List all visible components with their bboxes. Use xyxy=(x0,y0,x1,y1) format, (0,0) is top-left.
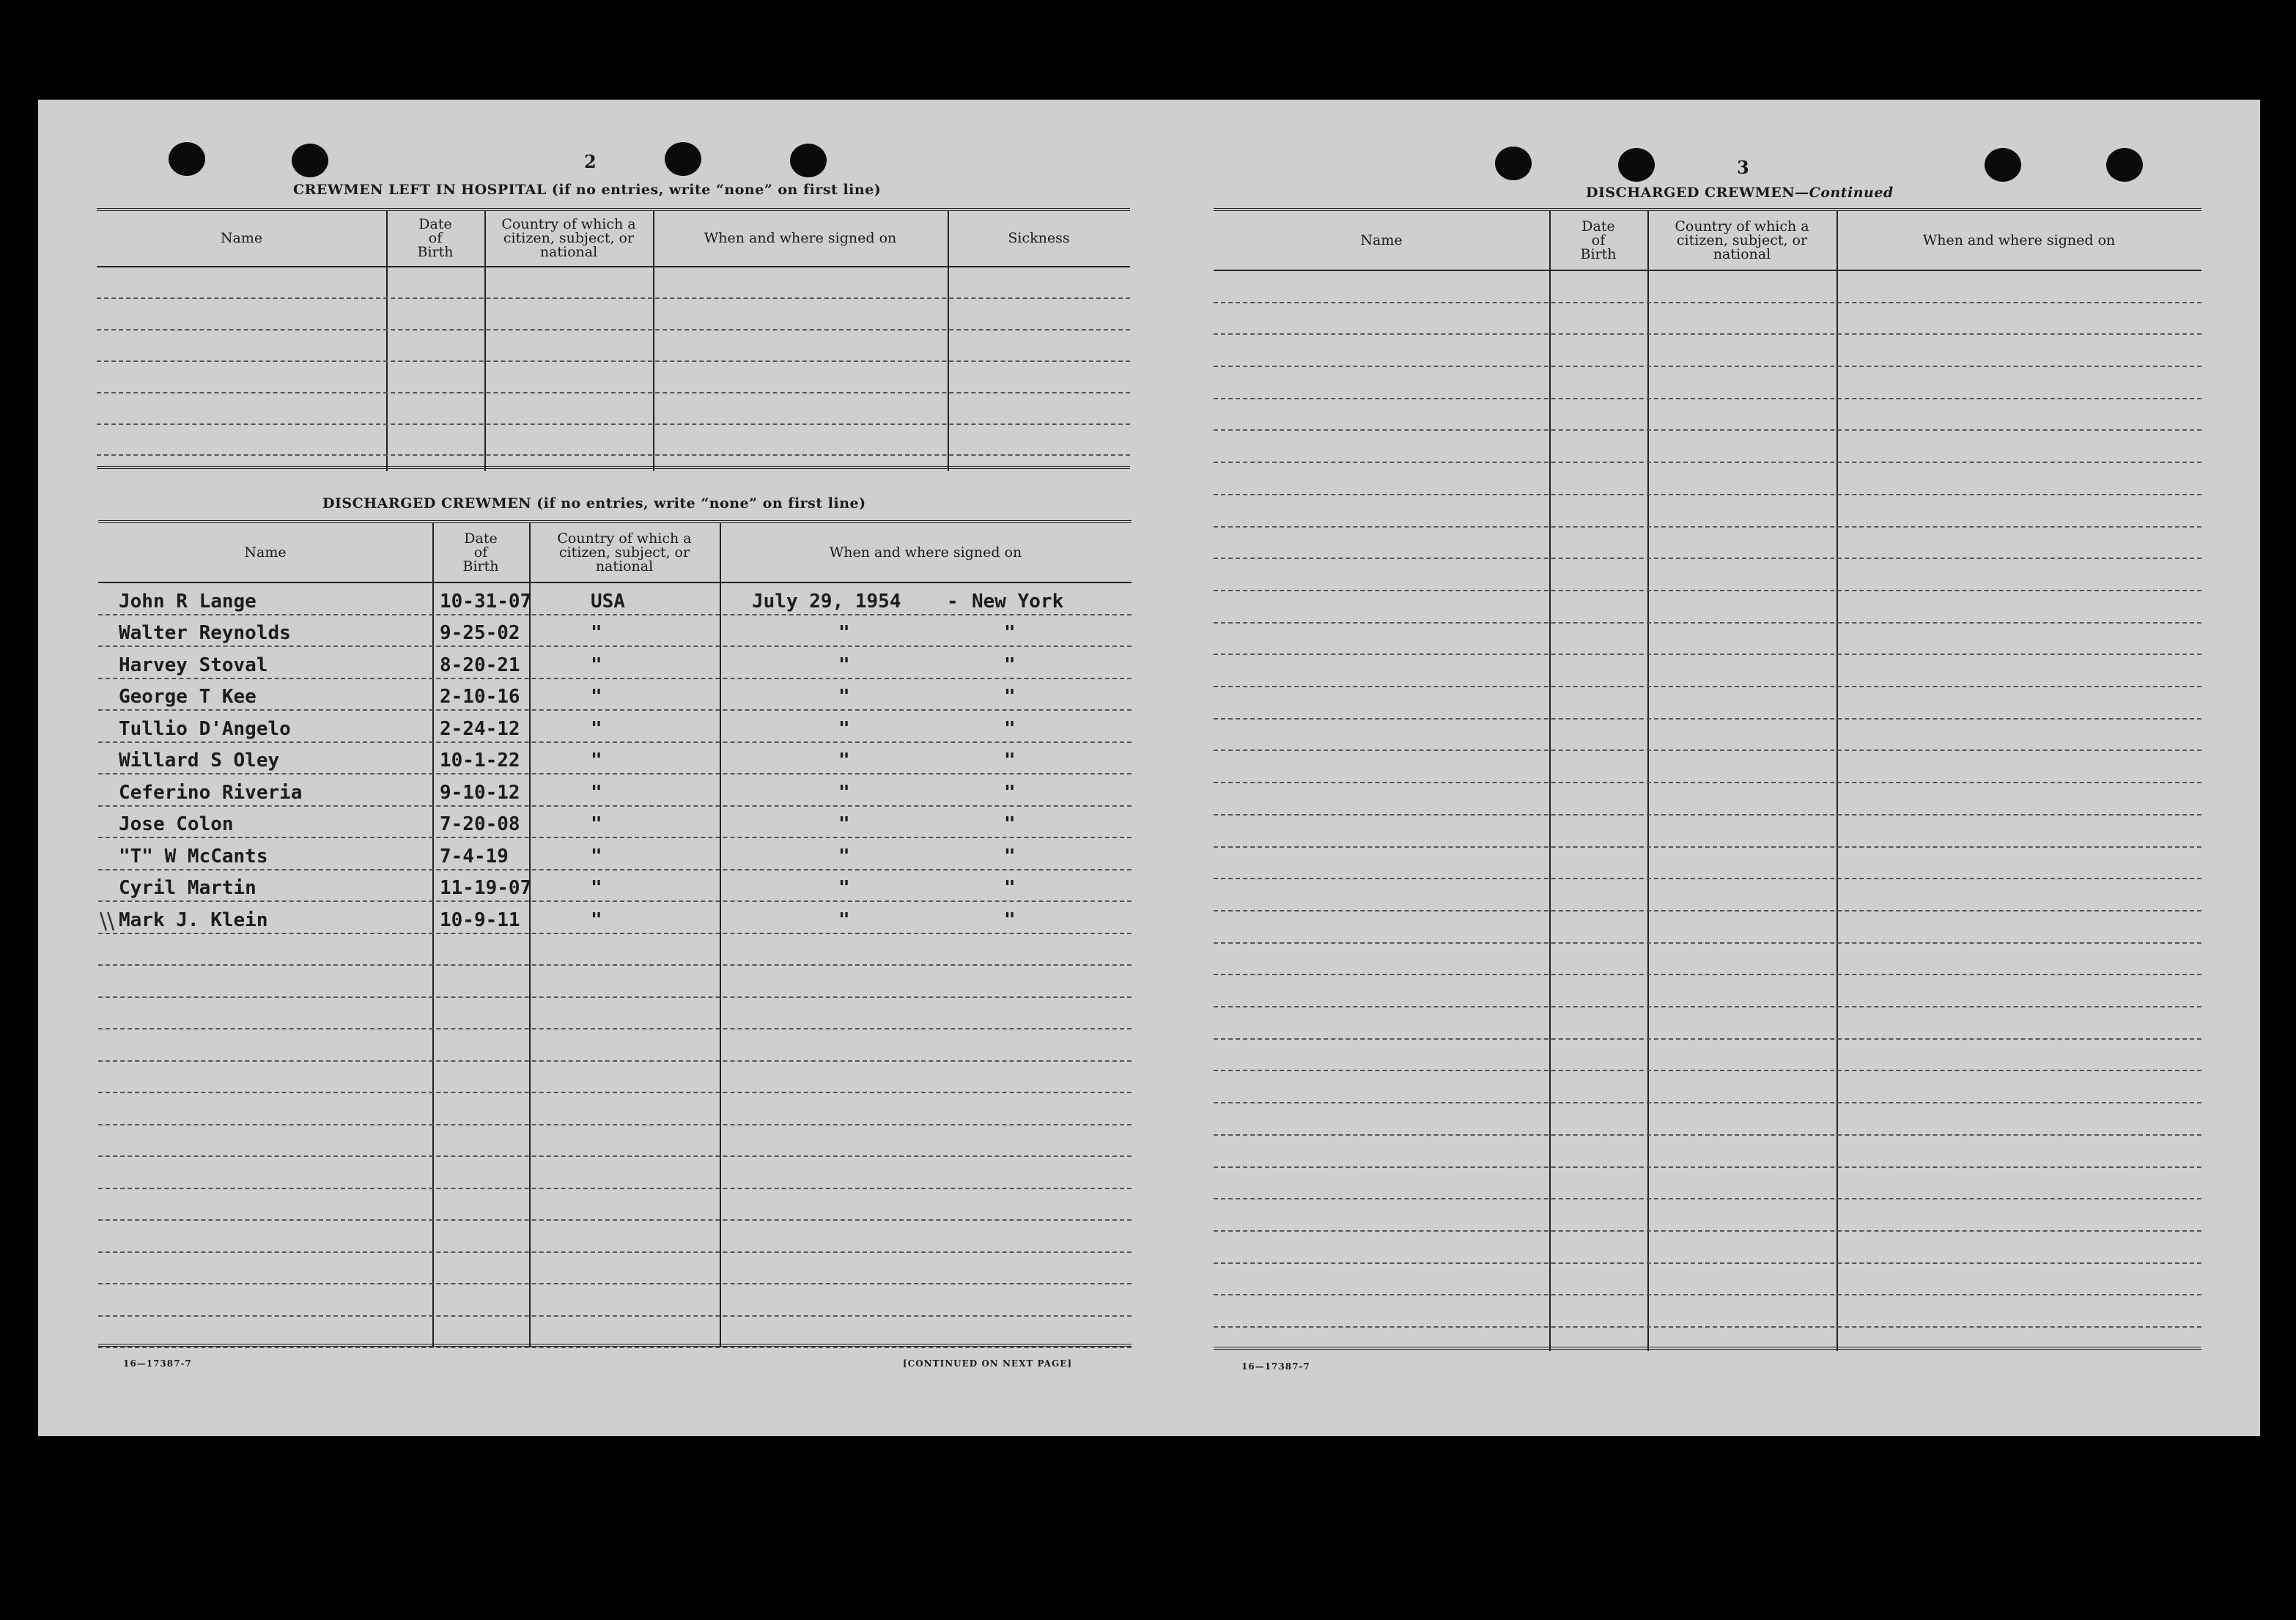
table-row xyxy=(1214,878,2201,911)
discharged-table-header xyxy=(98,523,1132,583)
table-row xyxy=(97,266,1130,299)
discharged-section-title xyxy=(322,495,866,511)
table-row xyxy=(1214,558,2201,591)
crewman-name: Cyril Martin xyxy=(119,877,256,899)
table-row xyxy=(1214,526,2201,560)
crewman-country: " xyxy=(591,654,602,676)
table-row xyxy=(97,392,1130,425)
crewman-country: " xyxy=(591,909,602,931)
page-number: 3 xyxy=(1737,157,1749,178)
crewman-country: " xyxy=(591,781,602,804)
hospital-title-note: (if no entries, write “none” on first line) xyxy=(551,182,882,198)
signed-on-date: " xyxy=(838,686,850,708)
table-row xyxy=(98,1251,1132,1285)
hospital-title: CREWMEN LEFT IN HOSPITAL xyxy=(293,182,547,198)
table-row xyxy=(1214,430,2201,464)
header-name: Name xyxy=(244,544,287,561)
header-when-where: When and where signed on xyxy=(704,230,897,246)
table-row xyxy=(1214,1166,2201,1200)
header-country: Country of which a citizen, subject, or national xyxy=(557,530,692,574)
header-sickness: Sickness xyxy=(1008,230,1070,246)
crewman-country: " xyxy=(591,622,602,644)
header-date-of-birth: Date of Birth xyxy=(417,216,454,260)
table-row xyxy=(1214,942,2201,976)
signed-on-place: " xyxy=(1004,622,1016,644)
table-row xyxy=(98,741,1132,775)
table-row xyxy=(98,1283,1132,1317)
signed-on-place: " xyxy=(1004,845,1016,868)
signed-on-date: " xyxy=(838,781,850,804)
crewman-dob: 11-19-07 xyxy=(440,877,532,899)
table-row xyxy=(98,582,1132,615)
table-row xyxy=(98,1155,1132,1189)
table-row xyxy=(1214,462,2201,495)
crewman-dob: 10-1-22 xyxy=(440,750,520,772)
crewman-dob: 10-9-11 xyxy=(440,909,520,931)
hospital-table xyxy=(97,208,1130,471)
table-row xyxy=(98,1028,1132,1062)
crewman-name: Mark J. Klein xyxy=(119,909,268,931)
signed-on-place: " xyxy=(1004,717,1016,740)
table-row xyxy=(1214,782,2201,815)
crewman-name: John R Lange xyxy=(119,590,256,613)
table-row xyxy=(98,1124,1132,1158)
table-row xyxy=(98,678,1132,711)
punch-hole xyxy=(665,142,701,176)
crewman-dob: 2-10-16 xyxy=(440,686,520,708)
table-row xyxy=(1214,1294,2201,1328)
form-number: 16—17387-7 xyxy=(123,1358,192,1369)
crewman-dob: 9-25-02 xyxy=(440,622,520,644)
signed-on-date: " xyxy=(838,877,850,899)
crewman-name: Walter Reynolds xyxy=(119,622,291,644)
table-row xyxy=(1214,846,2201,880)
crewman-name: George T Kee xyxy=(119,686,256,708)
signed-on-date: " xyxy=(838,845,850,868)
table-bottom-rule xyxy=(97,466,1130,469)
right-page xyxy=(1152,100,2260,1436)
hospital-section-title xyxy=(293,182,881,198)
punch-hole xyxy=(1985,148,2021,182)
table-row xyxy=(98,1060,1132,1094)
table-row xyxy=(1214,718,2201,752)
crewman-country: " xyxy=(591,813,602,835)
table-bottom-rule xyxy=(98,1344,1132,1347)
crewman-dob: 9-10-12 xyxy=(440,781,520,804)
header-date-of-birth: Date of Birth xyxy=(1580,218,1617,262)
continued-note: [CONTINUED ON NEXT PAGE] xyxy=(903,1358,1073,1369)
table-row xyxy=(1214,814,2201,848)
discharged-title: DISCHARGED CREWMEN xyxy=(322,495,532,511)
form-number: 16—17387-7 xyxy=(1241,1361,1310,1372)
table-row xyxy=(98,900,1132,934)
table-row xyxy=(98,869,1132,903)
crewman-country: " xyxy=(591,717,602,740)
table-row xyxy=(1214,1070,2201,1104)
crewman-dob: 8-20-21 xyxy=(440,654,520,676)
discharged-title-note: (if no entries, write “none” on first line) xyxy=(536,495,866,511)
signed-on-date: " xyxy=(838,622,850,644)
table-row xyxy=(97,297,1130,330)
crewman-country: " xyxy=(591,750,602,772)
table-row xyxy=(1214,686,2201,720)
table-row xyxy=(1214,590,2201,624)
table-row xyxy=(98,996,1132,1030)
continued-table-header xyxy=(1214,211,2201,271)
signed-on-date: " xyxy=(838,750,850,772)
table-row xyxy=(1214,654,2201,687)
table-row xyxy=(1214,910,2201,944)
table-row xyxy=(98,805,1132,839)
table-row xyxy=(1214,974,2201,1007)
punch-hole xyxy=(1618,148,1655,182)
signed-on-place: New York xyxy=(972,590,1064,613)
punch-hole xyxy=(1495,147,1532,180)
header-name: Name xyxy=(220,230,263,246)
crewman-name: "T" W McCants xyxy=(119,845,268,868)
signed-on-place: " xyxy=(1004,654,1016,676)
header-when-where: When and where signed on xyxy=(1922,232,2116,248)
signed-on-date: July 29, 1954 xyxy=(752,590,901,613)
table-row xyxy=(1214,494,2201,528)
punch-hole xyxy=(292,144,328,177)
table-row xyxy=(98,646,1132,679)
table-row xyxy=(1214,302,2201,336)
signed-on-date: " xyxy=(838,909,850,931)
signed-on-dash: - xyxy=(947,590,959,613)
table-row xyxy=(97,424,1130,456)
signed-on-place: " xyxy=(1004,686,1016,708)
crewman-name: Harvey Stoval xyxy=(119,654,268,676)
signed-on-date: " xyxy=(838,717,850,740)
table-row xyxy=(97,360,1130,393)
crewman-name: Tullio D'Angelo xyxy=(119,717,291,740)
table-row xyxy=(98,933,1132,966)
table-row xyxy=(1214,270,2201,303)
table-row xyxy=(1214,1038,2201,1072)
crewman-country: USA xyxy=(591,590,625,613)
crewman-country: " xyxy=(591,686,602,708)
signed-on-date: " xyxy=(838,813,850,835)
signed-on-place: " xyxy=(1004,781,1016,804)
hospital-table-header xyxy=(97,211,1130,267)
continued-section-title xyxy=(1586,185,1894,201)
crewman-country: " xyxy=(591,877,602,899)
punch-hole xyxy=(169,142,205,176)
table-bottom-rule xyxy=(1214,1347,2201,1350)
crewman-dob: 10-31-07 xyxy=(440,590,532,613)
left-page xyxy=(38,100,1152,1436)
page-number: 2 xyxy=(584,151,597,172)
table-row xyxy=(1214,750,2201,784)
crewman-name: Ceferino Riveria xyxy=(119,781,303,804)
table-row xyxy=(1214,366,2201,399)
table-row xyxy=(98,1188,1132,1221)
manifest-sheet xyxy=(38,100,2260,1436)
table-row xyxy=(1214,1006,2201,1040)
header-name: Name xyxy=(1360,232,1403,248)
header-date-of-birth: Date of Birth xyxy=(462,530,499,574)
table-row xyxy=(97,329,1130,362)
table-row xyxy=(1214,398,2201,432)
crewman-dob: 7-20-08 xyxy=(440,813,520,835)
table-row xyxy=(1214,622,2201,656)
punch-hole xyxy=(790,144,827,177)
table-row xyxy=(1214,1198,2201,1232)
table-row xyxy=(98,837,1132,870)
header-country: Country of which a citizen, subject, or national xyxy=(1675,218,1809,262)
discharged-table xyxy=(98,520,1132,1354)
crewman-dob: 7-4-19 xyxy=(440,845,509,868)
table-row xyxy=(1214,1102,2201,1136)
punch-hole xyxy=(2106,148,2143,182)
table-row xyxy=(98,964,1132,998)
crewman-name: Jose Colon xyxy=(119,813,234,835)
table-row xyxy=(98,773,1132,807)
continued-title: DISCHARGED CREWMEN xyxy=(1586,185,1795,201)
continued-title-suffix: —Continued xyxy=(1795,185,1894,201)
table-row xyxy=(98,614,1132,648)
table-row xyxy=(1214,333,2201,367)
crewman-country: " xyxy=(591,845,602,868)
signed-on-date: " xyxy=(838,654,850,676)
crewman-dob: 2-24-12 xyxy=(440,717,520,740)
table-row xyxy=(98,1219,1132,1253)
table-row xyxy=(1214,1134,2201,1168)
signed-on-place: " xyxy=(1004,813,1016,835)
crewman-name: Willard S Oley xyxy=(119,750,280,772)
header-when-where: When and where signed on xyxy=(829,544,1022,561)
signed-on-place: " xyxy=(1004,909,1016,931)
table-row xyxy=(1214,1262,2201,1296)
table-row xyxy=(98,709,1132,743)
table-row xyxy=(98,1092,1132,1125)
signed-on-place: " xyxy=(1004,877,1016,899)
signed-on-place: " xyxy=(1004,750,1016,772)
header-country: Country of which a citizen, subject, or national xyxy=(501,216,636,260)
table-row xyxy=(1214,1230,2201,1264)
margin-mark: \\ xyxy=(100,909,115,934)
discharged-continued-table xyxy=(1214,208,2201,1354)
